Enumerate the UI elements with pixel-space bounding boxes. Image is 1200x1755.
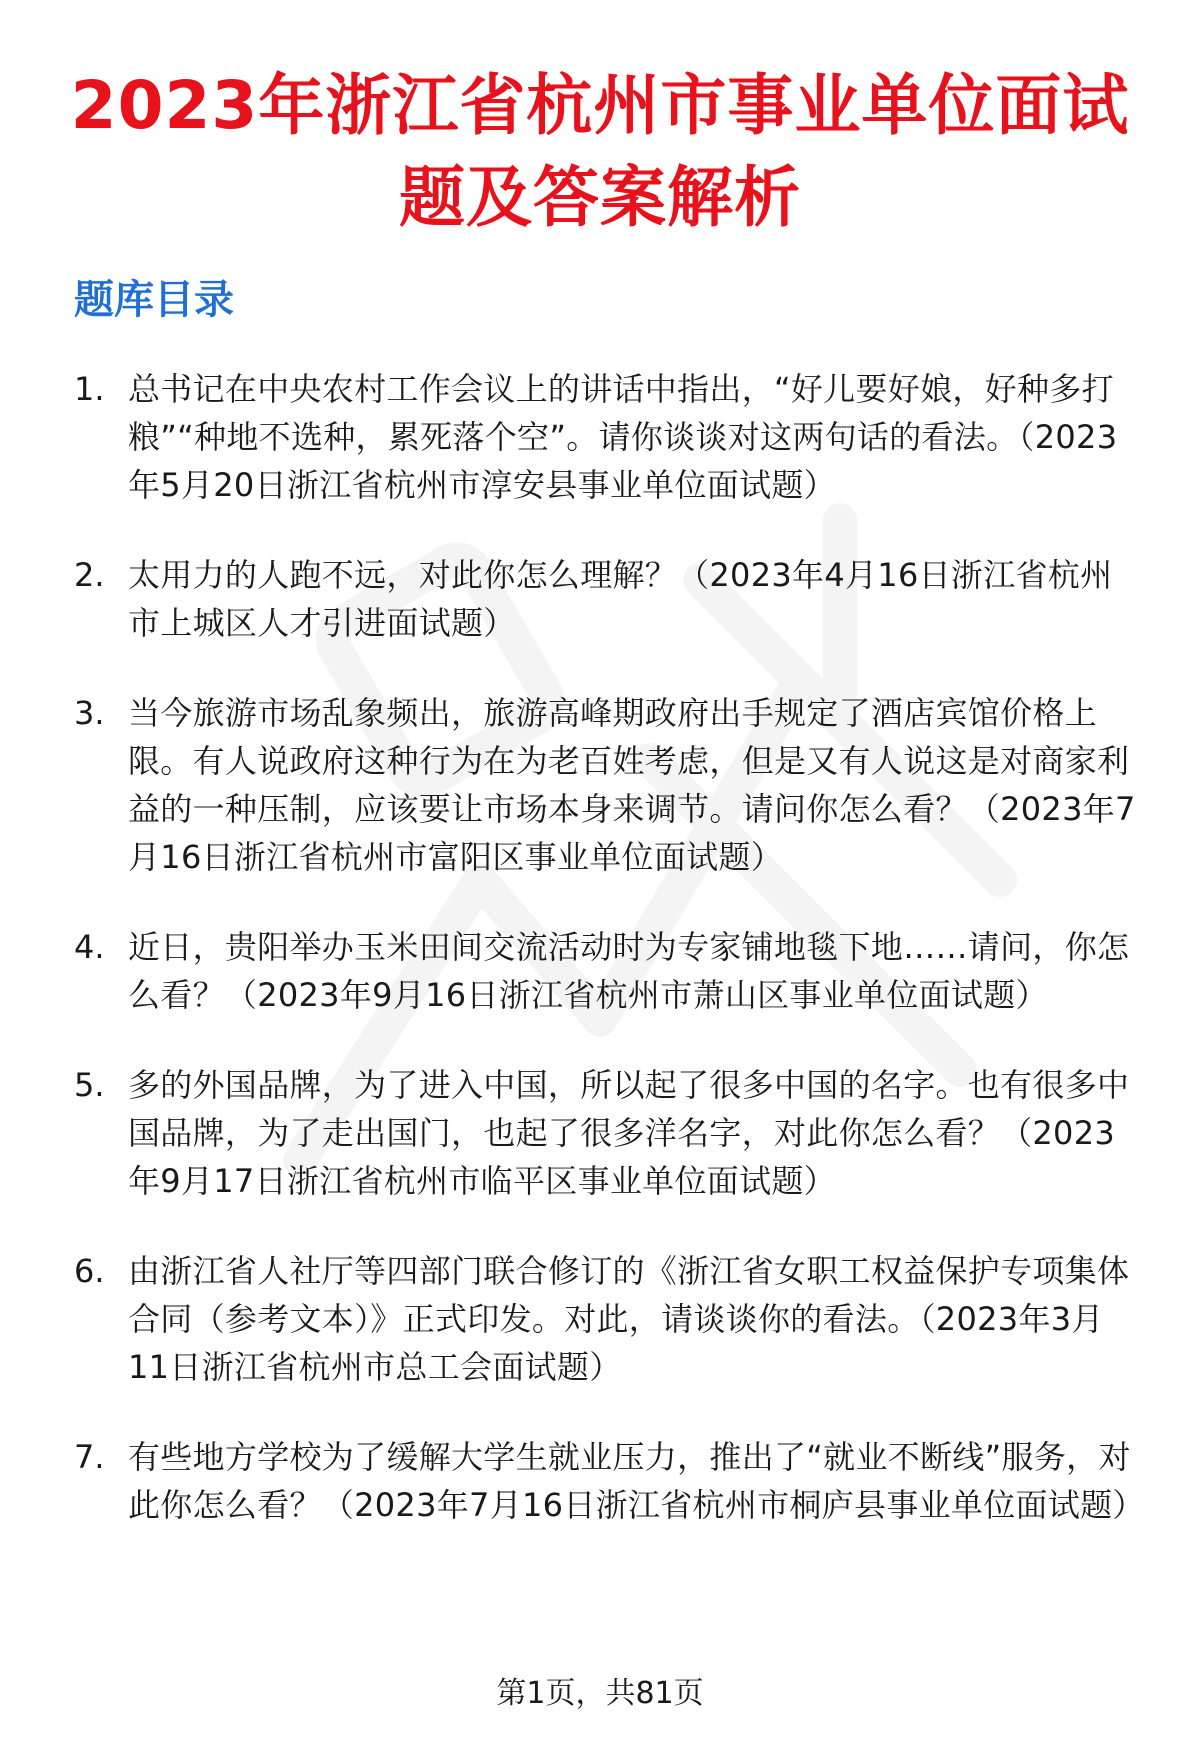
list-item: [74, 923, 1144, 1019]
question-list: [74, 365, 1144, 1571]
list-item: [74, 1433, 1144, 1529]
item-number: 1.: [74, 370, 105, 408]
item-number: 5.: [74, 1066, 105, 1104]
item-text: 有些地方学校为了缓解大学生就业压力，推出了“就业不断线”服务，对此你怎么看？（2023年7月16日浙江省杭州市桐庐县事业单位面试题）: [128, 1438, 1145, 1524]
document-title: 2023年浙江省杭州市事业单位面试题及答案解析: [70, 67, 1130, 236]
item-text: 总书记在中央农村工作会议上的讲话中指出，“好儿要好娘，好种多打粮”“种地不选种，累死落个空”。请你谈谈对这两句话的看法。（2023年5月20日浙江省杭州市淳安县事业单位面试题）: [128, 370, 1118, 504]
toc-heading: 题库目录: [74, 277, 234, 323]
list-item: [74, 1061, 1144, 1205]
page-footer: 第1页，共81页: [496, 1676, 704, 1711]
list-item: [74, 689, 1144, 881]
item-text: 由浙江省人社厅等四部门联合修订的《浙江省女职工权益保护专项集体合同（参考文本）》正式印发。对此，请谈谈你的看法。（2023年3月11日浙江省杭州市总工会面试题）: [128, 1252, 1130, 1386]
item-number: 3.: [74, 694, 105, 732]
item-text: 多的外国品牌，为了进入中国，所以起了很多中国的名字。也有很多中国品牌，为了走出国门，也起了很多洋名字，对此你怎么看？（2023年9月17日浙江省杭州市临平区事业单位面试题）: [128, 1066, 1130, 1200]
item-number: 7.: [74, 1438, 105, 1476]
item-number: 6.: [74, 1252, 105, 1290]
item-text: 太用力的人跑不远，对此你怎么理解？（2023年4月16日浙江省杭州市上城区人才引进面试题）: [128, 556, 1113, 642]
item-text: 当今旅游市场乱象频出，旅游高峰期政府出手规定了酒店宾馆价格上限。有人说政府这种行为在为老百姓考虑，但是又有人说这是对商家利益的一种压制，应该要让市场本身来调节。请问你怎么看？（2023年7月16日浙江省杭州市富阳区事业单位面试题）: [128, 694, 1136, 876]
item-number: 2.: [74, 556, 105, 594]
list-item: [74, 1247, 1144, 1391]
item-number: 4.: [74, 928, 105, 966]
item-text: 近日，贵阳举办玉米田间交流活动时为专家铺地毯下地……请问，你怎么看？（2023年9月16日浙江省杭州市萧山区事业单位面试题）: [128, 928, 1130, 1014]
list-item: [74, 365, 1144, 509]
list-item: [74, 551, 1144, 647]
